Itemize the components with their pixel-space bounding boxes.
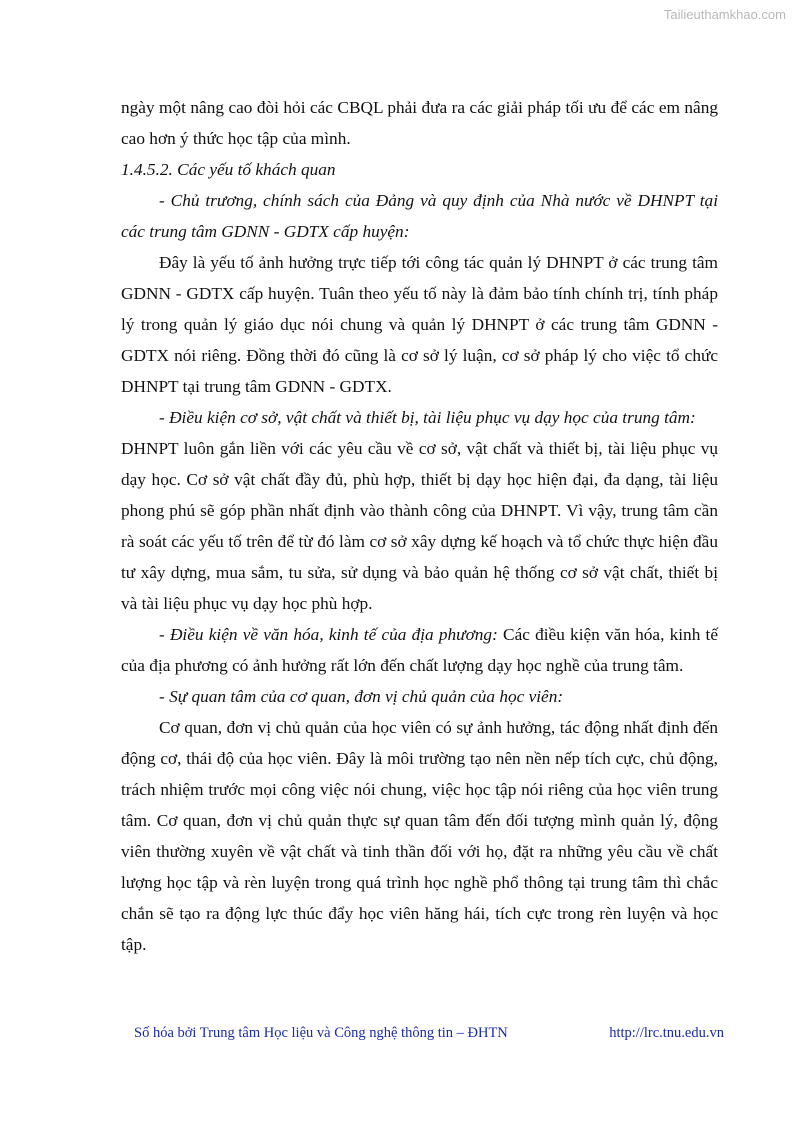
- footer-url[interactable]: http://lrc.tnu.edu.vn: [609, 1025, 724, 1041]
- footer-credit: Số hóa bởi Trung tâm Học liệu và Công nghệ thông tin – ĐHTN: [134, 1025, 508, 1041]
- paragraph-culture: [121, 619, 718, 681]
- subheading-policy: - Chủ trương, chính sách của Đảng và quy định của Nhà nước về DHNPT tại các trung tâm GDNN - GDTX cấp huyện:: [121, 191, 718, 241]
- paragraph-policy: Đây là yếu tố ảnh hưởng trực tiếp tới công tác quản lý DHNPT ở các trung tâm GDNN - GDTX cấp huyện. Tuân theo yếu tố này là đảm bảo tính chính trị, tính pháp lý trong quản lý giáo dục nói chung và quản lý DHNPT ở các trung tâm GDNN - GDTX nói riêng. Đồng thời đó cũng là cơ sở lý luận, cơ sở pháp lý cho việc tổ chức DHNPT tại trung tâm GDNN - GDTX.: [121, 253, 718, 396]
- subheading-culture: - Điều kiện về văn hóa, kinh tế của địa phương:: [159, 625, 498, 644]
- page-body: [121, 92, 718, 960]
- subheading-facilities: - Điều kiện cơ sở, vật chất và thiết bị, tài liệu phục vụ dạy học của trung tâm:: [159, 408, 696, 427]
- section-heading: 1.4.5.2. Các yếu tố khách quan: [121, 160, 336, 179]
- page-footer: [134, 1025, 724, 1042]
- watermark: Tailieuthamkhao.com: [663, 7, 786, 22]
- subheading-agency: - Sự quan tâm của cơ quan, đơn vị chủ quản của học viên:: [159, 687, 564, 706]
- paragraph-agency: Cơ quan, đơn vị chủ quản của học viên có sự ảnh hưởng, tác động nhất định đến động cơ, thái độ của học viên. Đây là môi trường tạo nên nền nếp tích cực, chủ động, trách nhiệm trước mọi công việc nói chung, việc học tập nói riêng của học viên trung tâm. Cơ quan, đơn vị chủ quản thực sự quan tâm đến đối tượng mình quản lý, động viên thường xuyên về vật chất và tinh thần đối với họ, đặt ra những yêu cầu về chất lượng học tập và rèn luyện trong quá trình học nghề phổ thông tại trung tâm thì chắc chắn sẽ tạo ra động lực thúc đẩy học viên hăng hái, tích cực trong rèn luyện và học tập.: [121, 718, 718, 954]
- paragraph-facilities: DHNPT luôn gắn liền với các yêu cầu về cơ sở, vật chất và thiết bị, tài liệu phục vụ dạy học. Cơ sở vật chất đầy đủ, phù hợp, thiết bị dạy học hiện đại, đa dạng, tài liệu phong phú sẽ góp phần nhất định vào thành công của DHNPT. Vì vậy, trung tâm cần rà soát các yếu tố trên để từ đó làm cơ sở xây dựng kế hoạch và tổ chức thực hiện đầu tư xây dựng, mua sắm, tu sửa, sử dụng và bảo quản hệ thống cơ sở vật chất, thiết bị và tài liệu phục vụ dạy học phù hợp.: [121, 439, 718, 613]
- paragraph-intro: ngày một nâng cao đòi hỏi các CBQL phải đưa ra các giải pháp tối ưu để các em nâng cao hơn ý thức học tập của mình.: [121, 98, 718, 148]
- paragraph-culture-text: Các điều kiện văn hóa, kinh tế của địa phương có ảnh hưởng rất lớn đến chất lượng dạy học nghề của trung tâm.: [121, 625, 719, 675]
